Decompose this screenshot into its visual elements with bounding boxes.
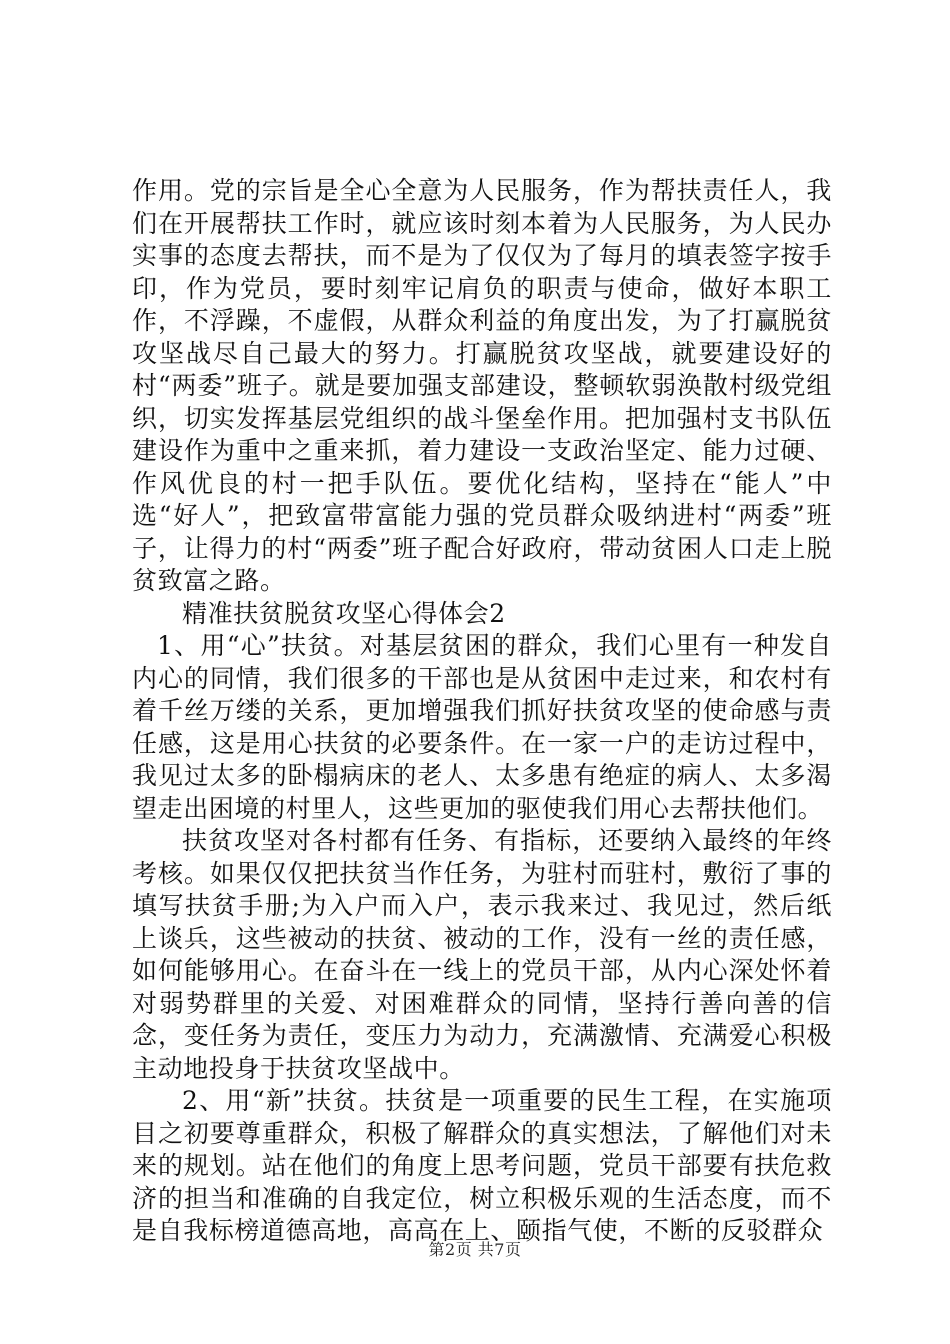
paragraph-point-1: 1、用“心”扶贫。对基层贫困的群众，我们心里有一种发自内心的同情，我们很多的干部也是从贫困中走过来，和农村有着千丝万缕的关系，更加增强我们抓好扶贫攻坚的使命感与责任感，这是用心扶贫的必要条件。在一家一户的走访过程中，我见过太多的卧榻病床的老人、太多患有绝症的病人、太多渴望走出困境的村里人，这些更加的驱使我们用心去帮扶他们。 <box>132 631 832 823</box>
section-heading: 精准扶贫脱贫攻坚心得体会2 <box>182 598 506 628</box>
paragraph-assessment: 扶贫攻坚对各村都有任务、有指标，还要纳入最终的年终考核。如果仅仅把扶贫当作任务，为驻村而驻村，敷衍了事的填写扶贫手册;为入户而入户，表示我来过、我见过，然后纸上谈兵，这些被动的扶贫、被动的工作，没有一丝的责任感，如何能够用心。在奋斗在一线上的党员干部，从内心深处怀着对弱势群里的关爱、对困难群众的同情，坚持行善向善的信念，变任务为责任，变压力为动力，充满激情、充满爱心积极主动地投身于扶贫攻坚战中。 <box>132 826 832 1083</box>
paragraph-continuation: 作用。党的宗旨是全心全意为人民服务，作为帮扶责任人，我们在开展帮扶工作时，就应该时刻本着为人民服务，为人民办实事的态度去帮扶，而不是为了仅仅为了每月的填表签字按手印，作为党员，要时刻牢记肩负的职责与使命，做好本职工作，不浮躁，不虚假，从群众利益的角度出发，为了打赢脱贫攻坚战尽自己最大的努力。打赢脱贫攻坚战，就要建设好的村“两委”班子。就是要加强支部建设，整顿软弱涣散村级党组织，切实发挥基层党组织的战斗堡垒作用。把加强村支书队伍建设作为重中之重来抓，着力建设一支政治坚定、能力过硬、作风优良的村一把手队伍。要优化结构，坚持在“能人”中选“好人”，把致富带富能力强的党员群众吸纳进村“两委”班子，让得力的村“两委”班子配合好政府，带动贫困人口走上脱贫致富之路。 <box>132 176 832 595</box>
document-body <box>132 175 832 1248</box>
page-number-footer: 第2页 共7页 <box>428 1240 522 1259</box>
paragraph-point-2: 2、用“新”扶贫。扶贫是一项重要的民生工程，在实施项目之初要尊重群众，积极了解群众的真实想法，了解他们对未来的规划。站在他们的角度上思考问题，党员干部要有扶危救济的担当和准确的自我定位，树立积极乐观的生活态度，而不是自我标榜道德高地，高高在上、颐指气使，不断的反驳群众 <box>132 1086 832 1245</box>
